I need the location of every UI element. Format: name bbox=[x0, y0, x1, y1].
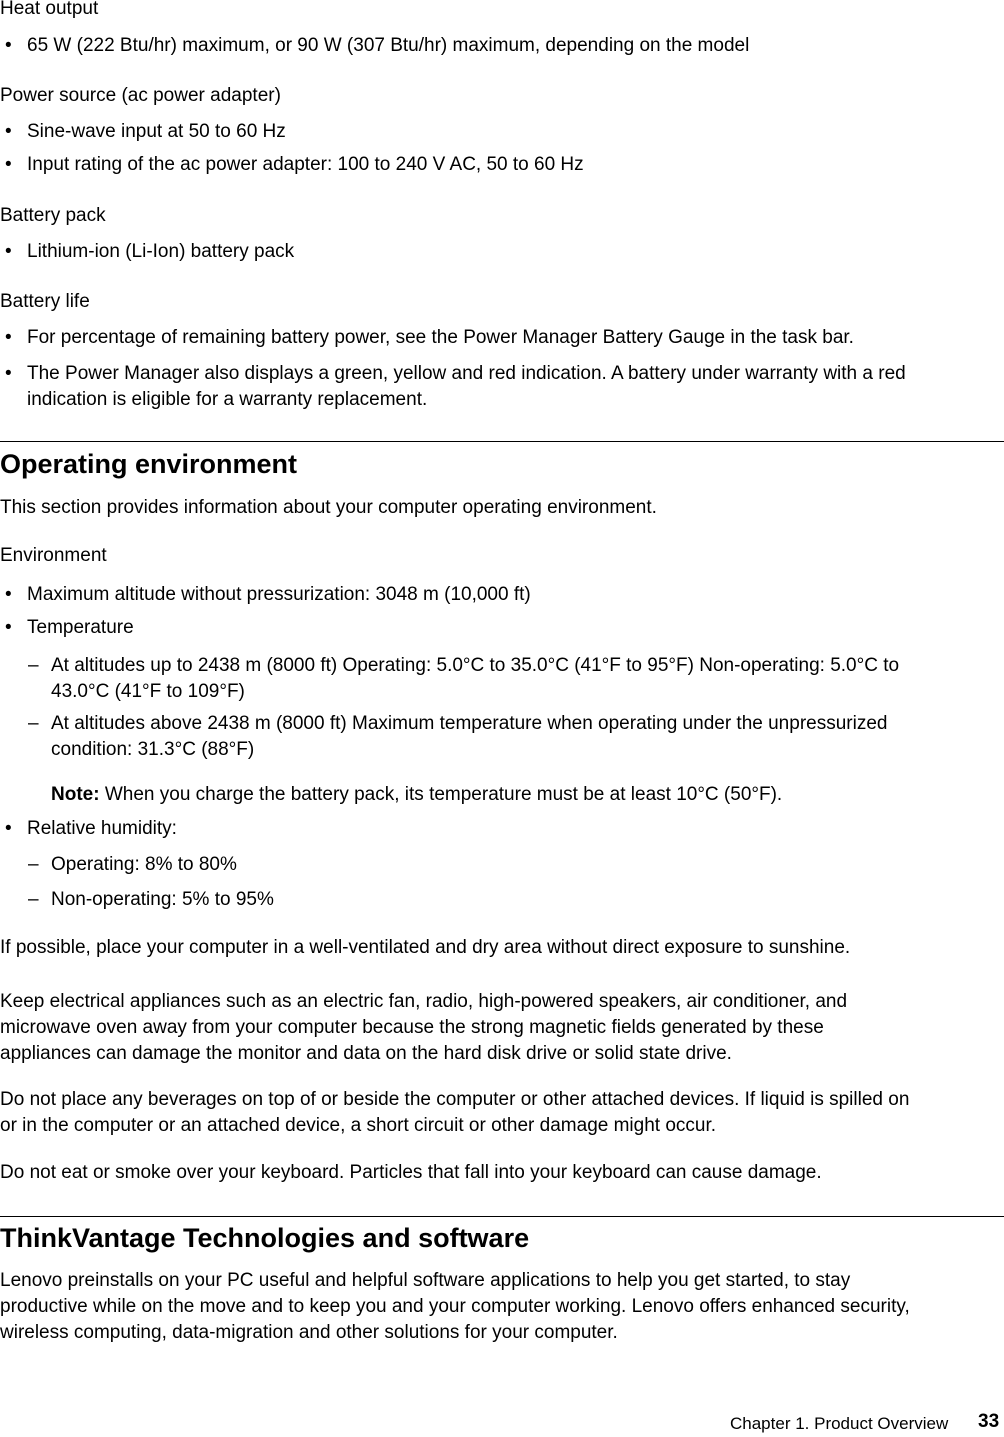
section-divider bbox=[0, 441, 1004, 442]
paragraph-line: productive while on the move and to keep you and your computer working. Lenovo offers enhanced security, bbox=[0, 1296, 910, 1317]
bullet-icon: • bbox=[5, 818, 12, 839]
note: Note: When you charge the battery pack, its temperature must be at least 10°C (50°F). bbox=[51, 784, 783, 805]
heading-heat-output: Heat output bbox=[0, 0, 99, 19]
section-title-operating-environment: Operating environment bbox=[0, 449, 298, 479]
paragraph: Do not eat or smoke over your keyboard. Particles that fall into your keyboard can cause damage. bbox=[0, 1162, 822, 1183]
paragraph-line: appliances can damage the monitor and data on the hard disk drive or solid state drive. bbox=[0, 1043, 732, 1064]
dash-icon: – bbox=[28, 889, 39, 910]
section-intro: This section provides information about your computer operating environment. bbox=[0, 497, 657, 518]
bullet-icon: • bbox=[5, 154, 12, 175]
paragraph-line: wireless computing, data-migration and other solutions for your computer. bbox=[0, 1322, 618, 1343]
heading-power-source: Power source (ac power adapter) bbox=[0, 85, 281, 106]
heading-battery-pack: Battery pack bbox=[0, 205, 106, 226]
paragraph: Do not place any beverages on top of or beside the computer or other attached devices. If liquid is spilled on bbox=[0, 1089, 910, 1110]
bullet-icon: • bbox=[5, 35, 12, 56]
section-title-thinkvantage: ThinkVantage Technologies and software bbox=[0, 1223, 530, 1253]
dash-icon: – bbox=[28, 655, 39, 676]
bullet-icon: • bbox=[5, 241, 12, 262]
paragraph: Lenovo preinstalls on your PC useful and helpful software applications to help you get started, to stay bbox=[0, 1270, 851, 1291]
section-divider bbox=[0, 1216, 1004, 1217]
footer-chapter: Chapter 1. Product Overview bbox=[730, 1414, 949, 1433]
heading-environment: Environment bbox=[0, 545, 107, 566]
paragraph: Keep electrical appliances such as an electric fan, radio, high-powered speakers, air conditioner, and bbox=[0, 991, 848, 1012]
dash-icon: – bbox=[28, 854, 39, 875]
dash-icon: – bbox=[28, 713, 39, 734]
paragraph: If possible, place your computer in a well-ventilated and dry area without direct exposure to sunshine. bbox=[0, 937, 851, 958]
bullet-icon: • bbox=[5, 584, 12, 605]
paragraph-line: or in the computer or an attached device, a short circuit or other damage might occur. bbox=[0, 1115, 717, 1136]
bullet-icon: • bbox=[5, 121, 12, 142]
bullet-icon: • bbox=[5, 327, 12, 348]
paragraph-line: microwave oven away from your computer because the strong magnetic fields generated by these bbox=[0, 1017, 824, 1038]
heading-battery-life: Battery life bbox=[0, 291, 90, 312]
page-number: 33 bbox=[978, 1411, 1000, 1432]
bullet-icon: • bbox=[5, 363, 12, 384]
bullet-icon: • bbox=[5, 617, 12, 638]
